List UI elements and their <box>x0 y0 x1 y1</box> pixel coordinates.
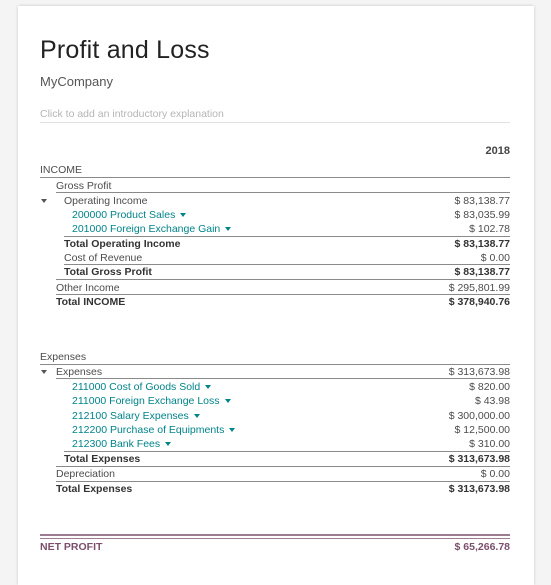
account-label: 201000 Foreign Exchange Gain <box>72 223 221 235</box>
account-row[interactable] <box>40 208 510 222</box>
dropdown-caret-icon[interactable] <box>225 399 231 403</box>
net-profit-row <box>40 540 510 554</box>
year-column-header: 2018 <box>485 145 510 157</box>
company-name: MyCompany <box>40 74 113 89</box>
collapse-toggle-icon[interactable] <box>41 199 47 203</box>
expenses-section-header <box>40 350 510 364</box>
total-expenses-group-label: Total Expenses <box>64 453 141 465</box>
other-income-amount: $ 295,801.99 <box>448 282 510 294</box>
account-label: 200000 Product Sales <box>72 209 176 221</box>
dropdown-caret-icon[interactable] <box>165 442 171 446</box>
depreciation-amount: $ 0.00 <box>480 468 510 480</box>
divider <box>40 177 510 178</box>
income-section-header <box>40 163 510 177</box>
expenses-group-amount: $ 313,673.98 <box>448 366 510 378</box>
expenses-group-label: Expenses <box>56 366 103 378</box>
account-amount: $ 310.00 <box>469 438 510 450</box>
account-link[interactable] <box>72 409 200 423</box>
account-amount: $ 300,000.00 <box>448 410 510 422</box>
net-profit-divider <box>40 534 510 536</box>
total-income-row <box>40 295 510 309</box>
collapse-toggle-icon[interactable] <box>41 370 47 374</box>
total-gross-profit-amount: $ 83,138.77 <box>454 266 510 278</box>
account-label: 211000 Cost of Goods Sold <box>72 381 201 393</box>
intro-explanation-field[interactable]: Click to add an introductory explanation <box>40 108 510 123</box>
account-link[interactable] <box>72 423 235 437</box>
other-income-row <box>40 281 510 295</box>
report-title: Profit and Loss <box>40 36 210 64</box>
account-link[interactable] <box>72 380 211 394</box>
cost-of-revenue-amount: $ 0.00 <box>480 252 510 264</box>
total-expenses-amount: $ 313,673.98 <box>448 483 510 495</box>
dropdown-caret-icon[interactable] <box>194 414 200 418</box>
dropdown-caret-icon[interactable] <box>180 213 186 217</box>
dropdown-caret-icon[interactable] <box>229 428 235 432</box>
report-sheet <box>18 6 534 585</box>
total-expenses-row <box>40 482 510 496</box>
total-gross-profit-row <box>40 265 510 279</box>
operating-income-amount: $ 83,138.77 <box>454 195 510 207</box>
total-income-label: Total INCOME <box>56 296 126 308</box>
total-operating-income-row <box>40 237 510 251</box>
account-amount: $ 43.98 <box>474 395 510 407</box>
income-header-label: INCOME <box>40 164 82 176</box>
dropdown-caret-icon[interactable] <box>225 227 231 231</box>
account-row[interactable] <box>40 437 510 451</box>
total-expenses-group-row <box>40 452 510 466</box>
total-income-amount: $ 378,940.76 <box>448 296 510 308</box>
account-amount: $ 820.00 <box>469 381 510 393</box>
account-amount: $ 83,035.99 <box>454 209 510 221</box>
gross-profit-row <box>40 179 510 193</box>
net-profit-amount: $ 65,266.78 <box>454 541 510 553</box>
dropdown-caret-icon[interactable] <box>205 385 211 389</box>
account-link[interactable] <box>72 208 186 222</box>
operating-income-label: Operating Income <box>64 195 148 207</box>
net-profit-label: NET PROFIT <box>40 541 103 553</box>
cost-of-revenue-row <box>40 251 510 265</box>
net-profit-divider <box>40 538 510 539</box>
total-gross-profit-label: Total Gross Profit <box>64 266 152 278</box>
account-amount: $ 12,500.00 <box>454 424 510 436</box>
total-operating-income-amount: $ 83,138.77 <box>454 238 510 250</box>
divider <box>56 378 510 379</box>
expenses-group-row[interactable] <box>40 365 510 379</box>
account-row[interactable] <box>40 423 510 437</box>
total-operating-income-label: Total Operating Income <box>64 238 181 250</box>
account-label: 212100 Salary Expenses <box>72 410 189 422</box>
divider <box>56 192 510 193</box>
account-row[interactable] <box>40 394 510 408</box>
account-row[interactable] <box>40 380 510 394</box>
depreciation-row <box>40 467 510 481</box>
gross-profit-label: Gross Profit <box>56 180 112 192</box>
account-label: 212200 Purchase of Equipments <box>72 424 225 436</box>
total-expenses-group-amount: $ 313,673.98 <box>448 453 510 465</box>
expenses-header-label: Expenses <box>40 351 87 363</box>
account-row[interactable] <box>40 222 510 236</box>
operating-income-row[interactable] <box>40 194 510 208</box>
total-expenses-label: Total Expenses <box>56 483 133 495</box>
divider <box>56 279 510 280</box>
account-link[interactable] <box>72 222 231 236</box>
depreciation-label: Depreciation <box>56 468 115 480</box>
cost-of-revenue-label: Cost of Revenue <box>64 252 143 264</box>
account-label: 212300 Bank Fees <box>72 438 161 450</box>
account-label: 211000 Foreign Exchange Loss <box>72 395 220 407</box>
account-amount: $ 102.78 <box>469 223 510 235</box>
account-link[interactable] <box>72 437 171 451</box>
other-income-label: Other Income <box>56 282 120 294</box>
account-link[interactable] <box>72 394 231 408</box>
account-row[interactable] <box>40 409 510 423</box>
